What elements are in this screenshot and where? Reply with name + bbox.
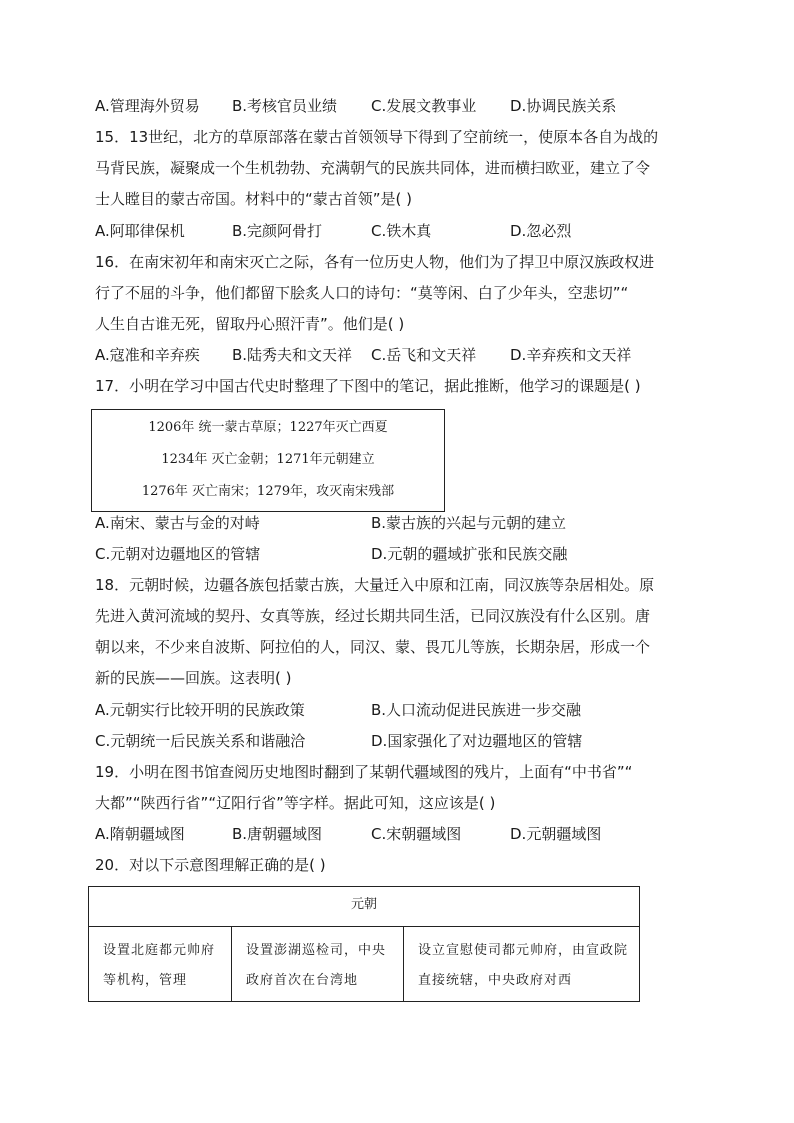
q17-text-line: 17．小明在学习中国古代史时整理了下图中的笔记，据此推断，他学习的课题是( ) xyxy=(95,377,641,395)
q18-text-line: 先进入黄河流域的契丹、女真等族，经过长期共同生活，已同汉族没有什么区别。唐 xyxy=(95,607,651,625)
q15-text-line: 15．13世纪，北方的草原部落在蒙古首领领导下得到了空前统一，使原本各自为战的 xyxy=(95,128,659,146)
q17-option-d: D.元朝的疆域扩张和民族交融 xyxy=(371,545,568,563)
q15-option-b: B.完颜阿骨打 xyxy=(232,222,323,240)
q17-note-line: 1234年 灭亡金朝；1271年元朝建立 xyxy=(161,452,375,467)
q18-text-line: 朝以来，不少来自波斯、阿拉伯的人，同汉、蒙、畏兀儿等族，长期杂居，形成一个 xyxy=(95,638,651,656)
q15-text-line: 士人瞠目的蒙古帝国。材料中的“蒙古首领”是( ) xyxy=(95,190,413,208)
q18-text-line: 新的民族——回族。这表明( ) xyxy=(95,669,292,687)
q20-table-header: 元朝 xyxy=(89,887,639,927)
q17-notes-box xyxy=(91,409,445,512)
q19-option-a: A.隋朝疆域图 xyxy=(95,825,185,843)
q16-option-d: D.辛弃疾和文天祥 xyxy=(510,346,632,364)
q16-option-c: C.岳飞和文天祥 xyxy=(371,346,477,364)
q14-option-d: D.协调民族关系 xyxy=(510,97,617,115)
q18-option-c: C.元朝统一后民族关系和谐融洽 xyxy=(95,732,306,750)
q18-option-b: B.人口流动促进民族进一步交融 xyxy=(371,701,582,719)
q20-table-cell: 设置北庭都元帅府等机构，管理 xyxy=(89,927,232,1001)
q17-option-c: C.元朝对边疆地区的管辖 xyxy=(95,545,261,563)
q17-note-line: 1276年 灭亡南宋；1279年，攻灭南宋残部 xyxy=(141,484,395,499)
q14-option-b: B.考核官员业绩 xyxy=(232,97,338,115)
q18-option-a: A.元朝实行比较开明的民族政策 xyxy=(95,701,305,719)
q17-option-a: A.南宋、蒙古与金的对峙 xyxy=(95,514,260,532)
q15-text-line: 马背民族，凝聚成一个生机勃勃、充满朝气的民族共同体，进而横扫欧亚，建立了令 xyxy=(95,159,651,177)
q20-table-cell: 设置澎湖巡检司，中央政府首次在台湾地 xyxy=(232,927,404,1001)
q18-text-line: 18．元朝时候，边疆各族包括蒙古族，大量迁入中原和江南，同汉族等杂居相处。原 xyxy=(95,576,655,594)
q19-option-b: B.唐朝疆域图 xyxy=(232,825,323,843)
q19-option-d: D.元朝疆域图 xyxy=(510,825,602,843)
q19-text-line: 19．小明在图书馆查阅历史地图时翻到了某朝代疆域图的残片，上面有“中书省”“ xyxy=(95,763,633,781)
q16-text-line: 16．在南宋初年和南宋灭亡之际，各有一位历史人物，他们为了捍卫中原汉族政权进 xyxy=(95,253,655,271)
q15-option-a: A.阿耶律保机 xyxy=(95,222,185,240)
q17-note-line: 1206年 统一蒙古草原；1227年灭亡西夏 xyxy=(148,420,388,435)
q16-text-line: 人生自古谁无死，留取丹心照汗青”。他们是( ) xyxy=(95,315,405,333)
q14-option-a: A.管理海外贸易 xyxy=(95,97,200,115)
q16-text-line: 行了不屈的斗争，他们都留下脍炙人口的诗句：“莫等闲、白了少年头，空悲切”“ xyxy=(95,284,629,302)
q15-option-c: C.铁木真 xyxy=(371,222,432,240)
q15-option-d: D.忽必烈 xyxy=(510,222,572,240)
q20-diagram-table xyxy=(88,886,640,1002)
q16-option-a: A.寇准和辛弃疾 xyxy=(95,346,200,364)
q14-option-c: C.发展文教事业 xyxy=(371,97,477,115)
q20-text-line: 20．对以下示意图理解正确的是( ) xyxy=(95,856,326,874)
q19-option-c: C.宋朝疆域图 xyxy=(371,825,462,843)
q16-option-b: B.陆秀夫和文天祥 xyxy=(232,346,353,364)
q17-option-b: B.蒙古族的兴起与元朝的建立 xyxy=(371,514,567,532)
q20-table-cell: 设立宣慰使司都元帅府，由宣政院直接统辖，中央政府对西 xyxy=(418,943,629,988)
q18-option-d: D.国家强化了对边疆地区的管辖 xyxy=(371,732,583,750)
q19-text-line: 大都”“陕西行省”“辽阳行省”等字样。据此可知，这应该是( ) xyxy=(95,794,496,812)
